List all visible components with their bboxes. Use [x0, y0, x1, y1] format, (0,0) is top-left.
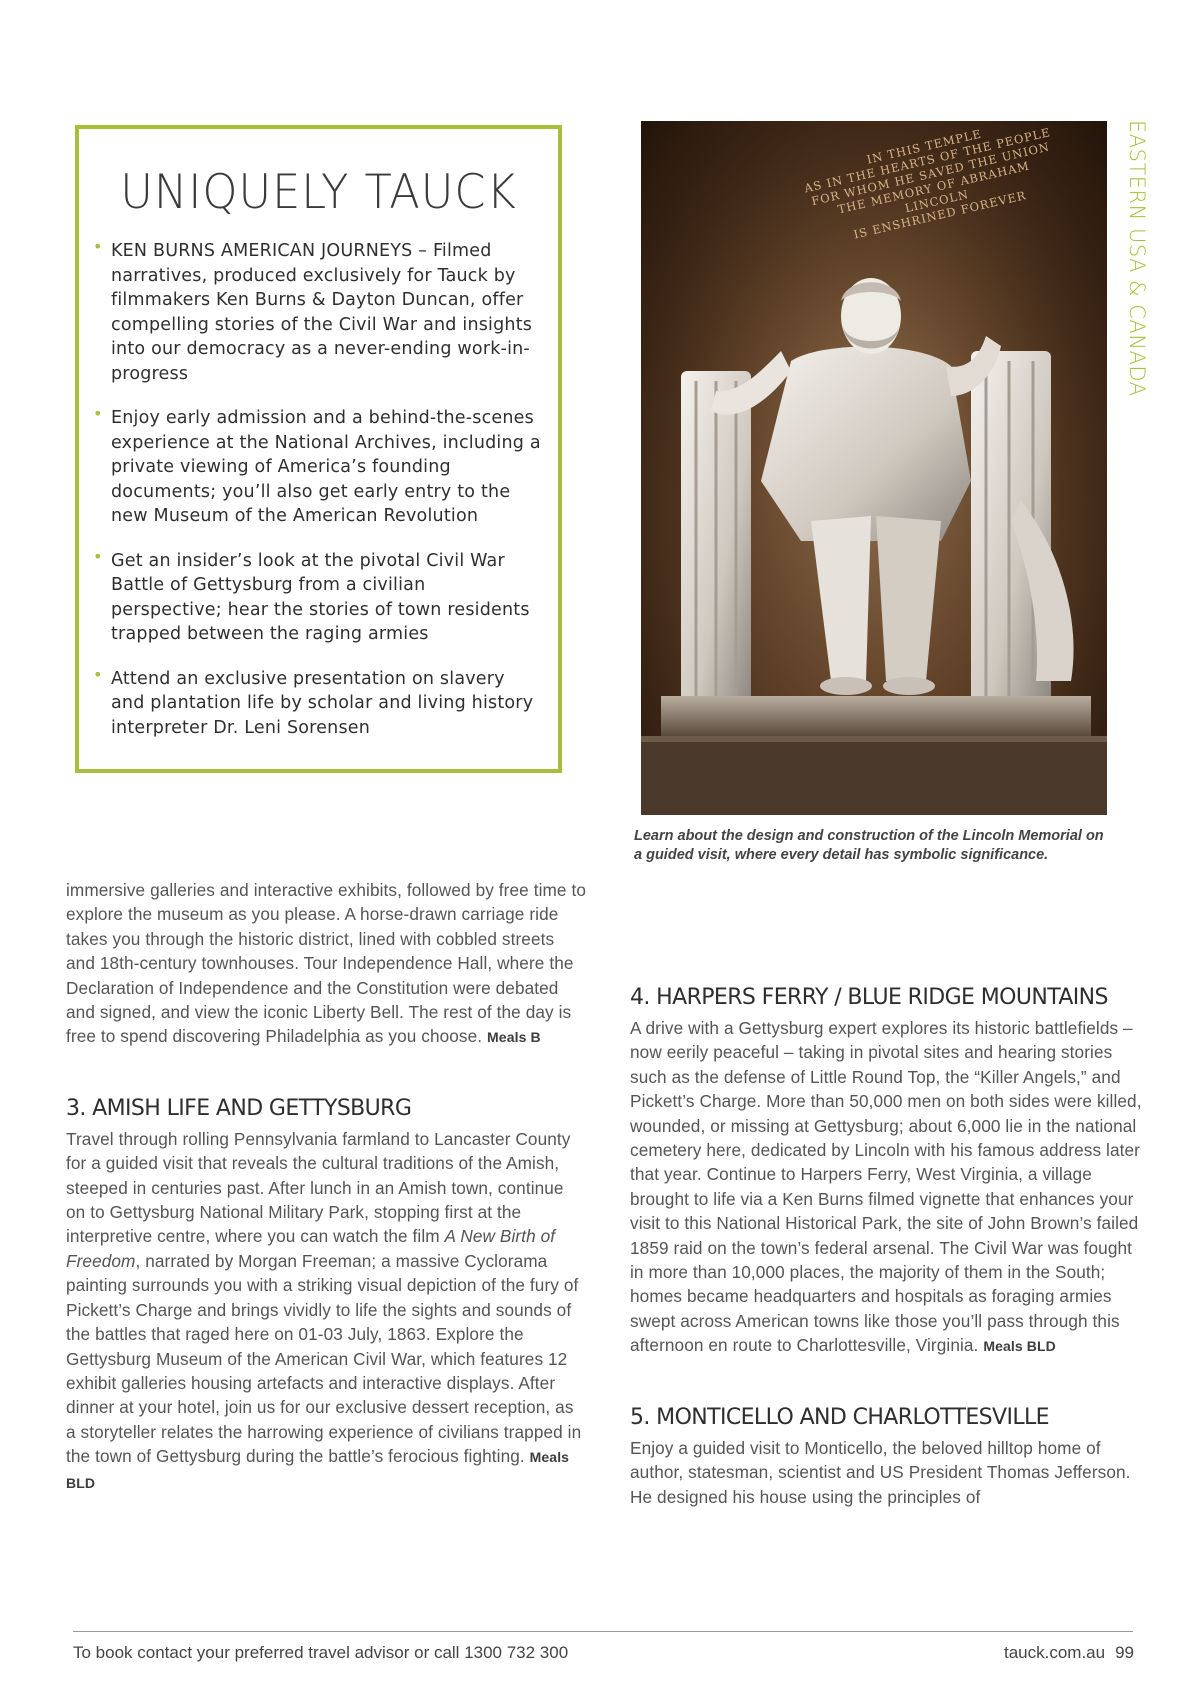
side-section-tab: [1113, 120, 1151, 420]
highlight-text: KEN BURNS AMERICAN JOURNEYS – Filmed narratives, produced exclusively for Tauck by filmmakers Ken Burns & Dayton Duncan, offer compelling stories of the Civil War and insights into our democracy as a never-ending work-in-progress: [111, 241, 533, 384]
continued-text: immersive galleries and interactive exhibits, followed by free time to explore the museum as you please. A horse-drawn carriage ride takes you through the historic district, lined with cobbled streets and 18th-century townhouses. Tour Independence Hall, where the Declaration of Independence and the Constitution were debated and signed, and view the iconic Liberty Bell. The rest of the day is free to spend discovering Philadelphia as you choose.: [66, 880, 586, 1047]
memorial-inscription: IN THIS TEMPLE AS IN THE HEARTS OF THE PEOPLE FOR WHOM HE SAVED THE UNION THE MEMORY OF ABRAHAM LINCOLN IS ENSHRINED FOREVER: [802, 125, 1052, 242]
day3-heading: 3. AMISH LIFE AND GETTYSBURG: [66, 1095, 412, 1121]
highlight-item: [91, 406, 541, 529]
highlights-box: [75, 125, 562, 773]
highlight-text: Enjoy early admission and a behind-the-scenes experience at the National Archives, including a private viewing of America’s founding documents; you’ll also get early entry to the new Museum of the American Revolution: [111, 408, 541, 526]
footer-contact: To book contact your preferred travel advisor or call 1300 732 300: [73, 1643, 569, 1662]
left-column: [66, 878, 586, 1495]
highlight-text: Attend an exclusive presentation on slavery and plantation life by scholar and living history interpreter Dr. Leni Sorensen: [111, 668, 534, 738]
footer-right: [1004, 1643, 1134, 1663]
meals-label: Meals BLD: [983, 1338, 1056, 1355]
day4-paragraph: [630, 1016, 1150, 1359]
side-tab-label: EASTERN USA & CANADA: [1125, 120, 1149, 397]
day5-heading: 5. MONTICELLO AND CHARLOTTESVILLE: [630, 1404, 1049, 1430]
continued-paragraph: [66, 878, 586, 1050]
bullet-icon: •: [93, 664, 103, 684]
bullet-icon: •: [93, 404, 103, 423]
photo-caption: Learn about the design and construction of the Lincoln Memorial on a guided visit, where every detail has symbolic significance.: [634, 828, 1104, 863]
bullet-icon: •: [93, 546, 103, 566]
page-number: 99: [1115, 1643, 1134, 1662]
day4-text: A drive with a Gettysburg expert explores its historic battlefields – now eerily peaceful – taking in pivotal sites and hearing stories such as the defense of Little Round Top, the “Killer Angels,” and Pickett’s Charge. More than 50,000 men on both sides were killed, wounded, or missing at Gettysburg; about 6,000 lie in the national cemetery here, dedicated by Lincoln with his famous address later that year. Continue to Harpers Ferry, West Virginia, a village brought to life via a Ken Burns filmed vignette that enhances your visit to this National Historical Park, the site of John Brown’s failed 1859 raid on the town’s federal arsenal. The Civil War was fought in more than 10,000 places, the majority of them in the South; homes became headquarters and hospitals as foraging armies swept across American towns like those you’ll pass through this afternoon en route to Charlottesville, Virginia.: [630, 1018, 1142, 1356]
highlights-title: UNIQUELY TAUCK: [120, 165, 517, 220]
day4-heading: 4. HARPERS FERRY / BLUE RIDGE MOUNTAINS: [630, 985, 1108, 1010]
highlight-text: Get an insider’s look at the pivotal Civil War Battle of Gettysburg from a civilian perspective; hear the stories of town residents trapped between the raging armies: [111, 550, 530, 644]
lincoln-memorial-photo: [641, 121, 1107, 815]
meals-label: Meals B: [487, 1029, 541, 1046]
meals-label: Meals BLD: [66, 1449, 570, 1491]
highlight-item: [91, 664, 541, 741]
highlights-list: [91, 239, 541, 760]
highlight-item: [91, 239, 541, 386]
footer-divider: [73, 1631, 1133, 1632]
bullet-icon: •: [93, 237, 103, 256]
footer-website-link[interactable]: tauck.com.au: [1003, 1643, 1106, 1662]
highlight-item: [91, 546, 541, 647]
day3-text-before: Travel through rolling Pennsylvania farmland to Lancaster County for a guided visit that reveals the cultural traditions of the Amish, steeped in centuries past. After lunch in an Amish town, continue on to Gettysburg National Military Park, stopping first at the interpretive centre, where you can watch the film: [66, 1128, 571, 1247]
day3-text-after: , narrated by Morgan Freeman; a massive Cyclorama painting surrounds you with a striking visual depiction of the fury of Pickett’s Charge and brings vividly to life the sights and sounds of the battles that raged here on 01-03 July, 1863. Explore the Gettysburg Museum of the American Civil War, which features 12 exhibit galleries housing artefacts and interactive displays. After dinner at your hotel, join us for our exclusive dessert reception, as a storyteller relates the harrowing experience of civilians trapped in the town of Gettysburg during the battle’s ferocious fighting.: [66, 1250, 582, 1467]
film-title: A New Birth of Freedom: [66, 1226, 556, 1271]
day3-paragraph: [66, 1127, 586, 1495]
day5-paragraph: Enjoy a guided visit to Monticello, the beloved hilltop home of author, statesman, scientist and US President Thomas Jefferson. He designed his house using the principles of: [630, 1437, 1131, 1507]
right-column: [630, 985, 1150, 1509]
